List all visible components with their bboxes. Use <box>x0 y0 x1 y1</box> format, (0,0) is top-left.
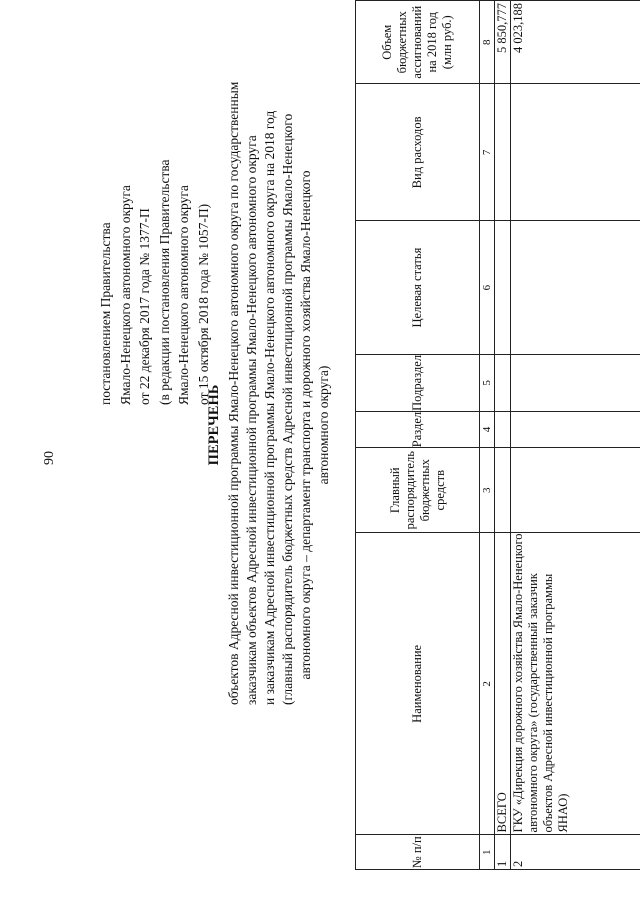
heading-line: автономного округа) <box>316 365 331 485</box>
heading-line: и заказчикам Адресной инвестиционной программы Ямало-Ненецкого автономного округа на 2018 год <box>262 110 277 705</box>
row-section-cell <box>511 411 640 447</box>
header-cell-amount: Объем бюджетных ассигнований на 2018 год (млн руб.) <box>356 1 480 84</box>
row-subsection-cell <box>511 354 640 411</box>
approval-line: Ямало-Ненецкого автономного округа <box>117 185 133 405</box>
row-section-cell <box>495 411 511 447</box>
heading-line: автономного округа – департамент транспорта и дорожного хозяйства Ямало-Ненецкого <box>298 170 313 680</box>
program-table <box>355 0 640 870</box>
approval-line: Ямало-Ненецкого автономного округа <box>176 185 191 405</box>
header-cell-name: Наименование <box>356 533 480 835</box>
column-index-cell: 1 <box>480 835 495 870</box>
document-heading <box>205 81 333 705</box>
header-cell-subsection: Подраздел <box>356 354 480 411</box>
column-index-cell: 2 <box>480 533 495 835</box>
document-title: ПЕРЕЧЕНЬ <box>206 384 222 466</box>
table-row <box>495 1 511 870</box>
heading-line: заказчикам объектов Адресной инвестиционной программы Ямало-Ненецкого автономного округа <box>244 135 259 705</box>
table-row <box>511 1 640 870</box>
column-index-row <box>480 1 495 870</box>
approval-line: постановлением Правительства <box>98 222 113 405</box>
approval-block <box>96 75 213 405</box>
approval-line: (в редакции постановления Правительства <box>156 159 172 405</box>
row-target-article-cell <box>511 221 640 355</box>
column-index-cell: 7 <box>480 84 495 221</box>
approval-line: от 15 октября 2018 года № 1057-П) <box>195 203 211 405</box>
header-cell-expense-type: Вид расходов <box>356 84 480 221</box>
heading-line: (главный распорядитель бюджетных средств Адресной инвестиционной программы Ямало-Ненецкого <box>280 113 295 705</box>
column-index-cell: 3 <box>480 448 495 533</box>
header-cell-administrator: Главный распорядитель бюджетных средств <box>356 448 480 533</box>
column-index-cell: 6 <box>480 221 495 355</box>
row-number-cell: 1 <box>495 835 511 870</box>
table-header-row <box>356 1 480 870</box>
column-index-cell: 8 <box>480 1 495 84</box>
approval-line: от 22 декабря 2017 года № 1377-П <box>137 208 152 405</box>
heading-line: объектов Адресной инвестиционной программы Ямало-Ненецкого автономного округа по государственным <box>226 81 241 705</box>
row-expense-type-cell <box>495 84 511 221</box>
row-administrator-cell <box>511 448 640 533</box>
header-cell-number: № п/п <box>356 835 480 870</box>
row-expense-type-cell <box>511 84 640 221</box>
row-number-cell: 2 <box>511 835 640 870</box>
row-name-cell: ВСЕГО <box>495 533 511 835</box>
column-index-cell: 5 <box>480 354 495 411</box>
header-cell-target-article: Целевая статья <box>356 221 480 355</box>
row-name-cell: ГКУ «Дирекция дорожного хозяйства Ямало-Ненецкого автономного округа» (государственный заказчик объектов Адресной инвестиционной программы ЯНАО) <box>511 533 640 835</box>
column-index-cell: 4 <box>480 411 495 447</box>
row-subsection-cell <box>495 354 511 411</box>
row-target-article-cell <box>495 221 511 355</box>
header-cell-section: Раздел <box>356 411 480 447</box>
row-amount-cell: 5 850,777 <box>495 1 511 84</box>
row-administrator-cell <box>495 448 511 533</box>
row-amount-cell: 4 023,188 <box>511 1 640 84</box>
page-number: 90 <box>42 451 57 465</box>
